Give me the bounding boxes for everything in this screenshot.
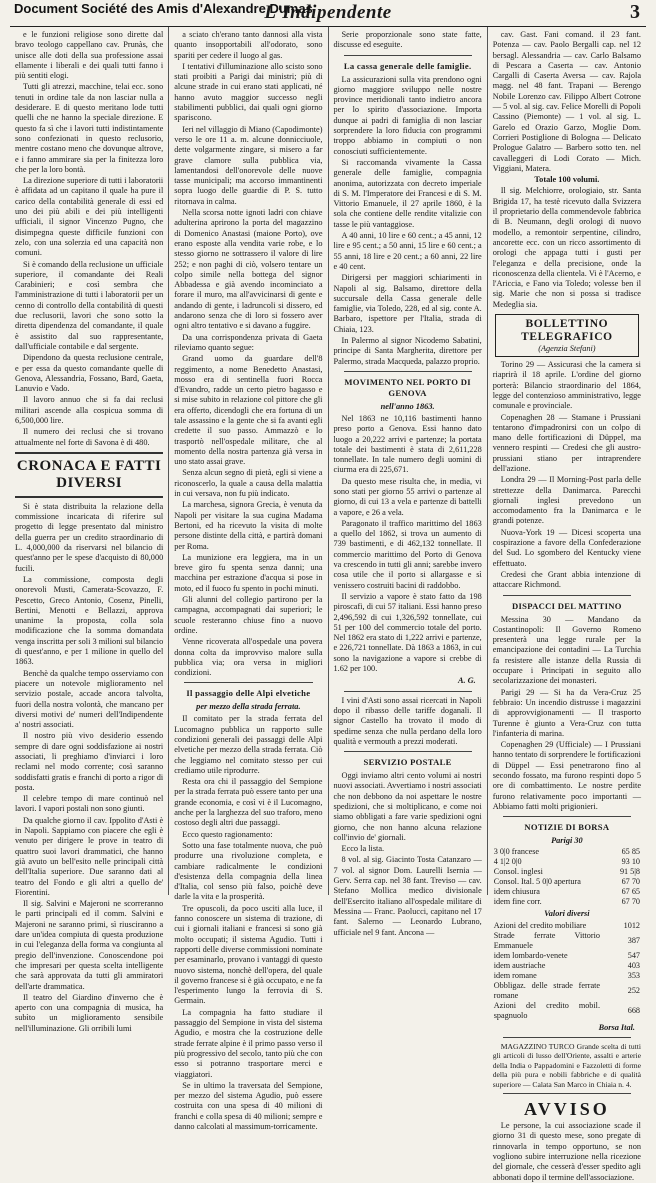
article-paragraph: Dirigersi per maggiori schiarimenti in Napoli al sig. Balsamo, direttore della succursale della Cassa generale delle famiglie, via Toledo, 228, ed al sig. conte A. Barbaro, ispettore per l'Italia, strada di Chiaia, 123.: [333, 273, 482, 334]
article-paragraph: Da una corrispondenza privata di Gaeta rileviamo quanto segue:: [174, 332, 323, 352]
section-heading-cronaca: CRONACA E FATTI DIVERSI: [16, 457, 162, 491]
article-paragraph: La direzione superiore di tutti i laboratorii è affidata ad un capitano il quale ha pure il carico della contabilità generale di essi ed uno dei più abili e dei più intelligenti ufficiali, il signor Vincenzo Pugno, che disimpegna queste difficile funzioni con zelo, con una solerzia ed una capacità non comuni.: [15, 176, 164, 258]
article-paragraph: Nella scorsa notte ignoti ladri con chiave adulterina aprirono la porta del magazzino di Domenico Anastasi (maione Porto), ove erano esposte alla vendita varie robe, e lo stesso giorno ne sottrassero il valore di lire 252; e non paghi di ciò, volsero tentare un colpo simile nella bottega del signor Abbadessa e già avendo incominciato a forare il muro, ma all'avvicinarsi di gente e andando di gente, i ladruncoli si dissero, ed andarono senza che di loro si fossero aver ogni altro tentativo e si davano a fuggire.: [174, 208, 323, 331]
section-heading-borsa: NOTIZIE DI BORSA: [524, 822, 610, 833]
stock-value: 65 85: [621, 847, 640, 857]
article-paragraph: Si raccomanda vivamente la Cassa generale delle famiglie, compagnia anonima, autorizzata con decreto imperiale di S. M. l'Imperatore dei Francesi e di S. M. Vittorio Emanuele, il 27 aprile 1860, è la sola che contiene delle rendite vitalizie con tasse le più vantaggiose.: [333, 157, 482, 229]
article-signature: A. G.: [458, 676, 476, 686]
article-paragraph: Il lavoro annuo che si fa dai reclusi militari ascende alla cospicua somma di 6,500,000 lire.: [15, 395, 164, 425]
valori-heading: Valori diversi: [544, 909, 590, 919]
article-paragraph: Senza alcun segno di pietà, egli si viene a riconoscerlo, la quale a causa della malattia in cui versava, non fu più indicato.: [174, 468, 323, 499]
valori-table: [493, 921, 641, 1021]
dispatch-item: Messina 30 — Mandano da Costantinopoli: Il Governo Romeno presenterà una legge rurale per la emancipazione dei contadini — La Turchia fa resistere alle istanze della Russia di occupare i Principati in seguito allo secolarizzazione dei monasteri.: [492, 614, 641, 686]
table-row: [493, 857, 641, 867]
section-divider: [344, 691, 472, 692]
article-paragraph: I vini d'Asti sono assai ricercati in Napoli dopo il ribasso delle tariffe doganali. Il signor Castello ha trovato il modo di spedirne senza che nulla perdano della loro qualità e vermouth a prezzi moderati.: [333, 695, 482, 746]
total-volumes: Totale 100 volumi.: [534, 175, 600, 185]
section-divider: [184, 682, 312, 683]
article-paragraph: Dipendono da questa reclusione centrale, e per essa da questo comandante quelle di Genova, Alessandria, Fossano, Bard, Gaeta, Lanuvio e Vado.: [15, 353, 164, 394]
article-paragraph: I tentativi d'illuminazione allo scisto sono stati proibiti a Parigi dai ministri; più di alcune strade in cui erano stati applicati, né hanno avuto maggior successo negli stabilimenti pubblici, dai quali ogni giorno spariscono.: [174, 61, 323, 123]
article-paragraph: Nel 1863 ne 10,116 bastimenti hanno preso porto a Genova. Essi hanno dato luogo a 20,222 arrivi e partenze; la portata totale dei bastimenti è stata di 2,611,228 tonnellate. In tale numero degli uomini di ciurma era di 225,671.: [333, 413, 482, 475]
article-paragraph: cav. Gast. Fani comand. il 23 fant. Potenza — cav. Paolo Bergalli cap. nel 12 bersagl. Alessandria — cav. Carlo Balsamo di Pescara a Caserta — cav. Antonio Cargalli di Caserta Aversa — cav. Rajola magg. nel 48 fant. Trapani — Berengo Nobile Lorenzo cav. Filippo Albert Cotrone — 5 vol. al sig. cav. Felice Morelli di Popoli Cassino (Piemonte) — 1 vol. al sig. L. Garelo ed Orazio Garzo, Moglie Dom. Corrieri Postiglione di Bologna — Delicato Prologue Galatro — Barbero sotto ten. nel cavalleggeri di Lodi Corato — Mich. Viggiani, Matera.: [492, 30, 641, 173]
article-paragraph: Il comitato per la strada ferrata del Lucomagno pubblica un rapporto sulle condizioni generali dei passaggi delle Alpi elvetiche per mezzo della strada ferrata. Ciò che leggiamo nel comitato stesso per cui crediamo utile riprodurre.: [174, 714, 323, 775]
section-subheading-telegraph: (Agenzia Stefani): [538, 344, 596, 354]
article-paragraph: Venne ricoverata all'ospedale una povera donna colta da improvviso malore sulla pubblica via; ora versa in migliori condizioni.: [174, 637, 323, 678]
article-paragraph: Serie proporzionale sono state fatte, discusse ed eseguite.: [333, 30, 482, 50]
section-divider: [344, 371, 472, 372]
stock-value: 547: [627, 950, 640, 960]
article-paragraph: Gli alunni del collegio partirono per la campagna, accompagnati dai superiori; le scuole resteranno chiuse fino a nuovo ordine.: [174, 595, 323, 635]
newspaper-title: L'Indipendente: [264, 2, 392, 23]
article-paragraph: Benchè da qualche tempo osserviamo con piacere un notevole miglioramento nel servizio postale, accade ancora talvolta, fuori della nostra volontà, che mancano per diversi motivi de' numeri dell'Indipendente a' nostri associati.: [15, 668, 164, 730]
section-divider: [344, 751, 472, 752]
stock-value: 403: [627, 960, 640, 970]
article-paragraph: Il teatro del Giardino d'inverno che è aperto con una compagnia di musica, ha subìto un miglioramento sensibile nell'illuminazione. Gli orribili lumi: [15, 992, 164, 1033]
stock-value: 67 70: [621, 877, 640, 887]
section-heading-telegraph: BOLLETTINO TELEGRAFICO: [521, 318, 613, 344]
article-paragraph: Da questo mese risulta che, in media, vi sono stati per giorno 55 arrivi o partenze al giorno, di cui 13 a vela e partenze di battelli a vapore, e 26 a vela.: [333, 476, 482, 517]
stock-label: Azioni del credito mobiliare: [493, 920, 587, 930]
article-paragraph: La compagnia ha fatto studiare il passaggio del Sempione in vista del sistema Agudio, e mostra che la costruzione delle strade ferrate alpine è il primo passo verso il più progressivo del secolo, tanto più che con esso si potranno trasportare merci e viaggiatori.: [174, 1007, 323, 1079]
article-paragraph: La commissione, composta degli onorevoli Musti, Camerata-Scovazzo, F. Pescetto, Greco Antonio, Cosenz, Pinelli, Bertini, Menotti e Bellazzi, approva unanime la proposta, colla sola modificazione che la somma domandata venga inscritta per soli 3 milioni sul bilancio di quest'anno, e per 1 milione in quello del 1863.: [15, 574, 164, 667]
article-paragraph: Il nostro più vivo desiderio essendo sempre di dare ogni soddisfazione ai nostri associati, li preghiamo d'inviarci i loro reclami nel modo corrente; così saranno soddisfatti gratis e franchi di porto a rigor di posta.: [15, 731, 164, 792]
telegram-item: Torino 29 — Assicurasi che la camera si riaprirà il 18 aprile. L'ordine del giorno porterà: Bilancio straordinario del 1864, legge del contenzioso amministrativo, legge comunale e provinciale.: [492, 360, 641, 411]
article-paragraph: Tre opuscoli, da poco usciti alla luce, il fanno conoscere un sistema di trazione, di cui i giornali italiani e francesi si sono già molto occupati; il sistema Agudio. Tutti i rapporti delle diverse commissioni nominate per esaminarlo, provano i vantaggi di questo nuovo sistema, nonchè dell'opera, del quale il governo francese si è già occupato, e ne fa l'esperimento lungo la ferrovia di S. Germain.: [174, 903, 323, 1006]
article-paragraph: La marchesa, signora Grecia, è venuta da Napoli per visitare la sua cugina Madama Bertoni, ed ha ricevuto la visita di molte persone distinte della città, e partirà domani per Roma.: [174, 500, 323, 551]
article-paragraph: 8 vol. al sig. Giacinto Tosta Catanzaro — 7 vol. al signor Dom. Laurelli Isernia — Gerv. Serra cap. nel 38 fant. Treviso — cav. Stefano Mollica medico divisionale dell'Esercito italiano all'ospedale militare di Messina — Franc. Paolucci, capitano nel 17 fant. Salerno — Leonardo Lubrano, ufficiale nel 9 fant. Ancona —: [333, 855, 482, 937]
stock-label: Azioni del credito mobil. spagnuolo: [493, 1000, 600, 1020]
stock-label: 3 0|0 francese: [493, 847, 540, 857]
article-paragraph: In Palermo al signor Nicodemo Sabatini, principe di Santa Margherita, direttore per Palermo, strada Macqueda, palazzo proprio.: [333, 336, 482, 366]
article-paragraph: Ecco la lista.: [341, 844, 385, 854]
article-paragraph: Sotto una fase totalmente nuova, che può produrre una rivoluzione completa, e cambiare radicalmente le condizioni d'esistenza della compagnia della linea d'Italia, col senso più falso, poichè deve darle la vita e la prosperità.: [174, 840, 323, 902]
section-divider: [15, 452, 163, 454]
article-paragraph: Ieri nel villaggio di Miano (Capodimonte) verso le ore 11 a. m. alcune donnicciuole, dette volgarmente zingare, si misero a far grave clamore sulla pubblica via, lamentandosi dell'onorevole delle nuove tasse municipali; ma accorso immantinenti sopra luogo delle guardie di P. S. tutto ritornava in calma.: [174, 124, 323, 206]
article-paragraph: e le funzioni religiose sono dirette dal bravo teologo cappellano cav. Prunàs, che unisce alle doti della sua professione assai ellamente i liberali e dei quali tutti fanno i più sentiti elogi.: [15, 30, 164, 81]
stock-label: Consol. Ital. 5 0|0 apertura: [493, 877, 581, 887]
watermark-label: Document Société des Amis d'Alexandre Dumas: [14, 1, 313, 16]
article-paragraph: Il sig. Salvini e Majeroni ne scorreranno le parti principali ed il comm. Salvini e Majeroni ne saranno primi, sì riusciranno a dare un'idea compiuta di questa produzione in cui l'eleganza della forma va congiunta al pregio dell'invenzione. Conoscendone poi che impresari per questa scelta intelligente che sarà approvata da tutti gli ammiratori dell'arte drammatica.: [15, 899, 164, 991]
section-divider: [503, 816, 631, 817]
table-row: [493, 971, 641, 981]
column-4: [488, 27, 646, 1182]
section-heading-genova: MOVIMENTO NEL PORTO DI GENOVA: [344, 376, 471, 398]
table-row: [493, 887, 641, 897]
table-row: [493, 1001, 641, 1021]
article-paragraph: Le persone, la cui associazione scade il giorno 31 di questo mese, sono pregate di rinnovarla in tempo opportuno, se non vogliono subire interruzione nella ricezione del giornale, che cesserà d'esser spedito agli abbonati dopo il termine dell'associazione.: [492, 1121, 641, 1182]
article-paragraph: Il numero dei reclusi che si trovano attualmente nel forte di Savona è di 480.: [15, 427, 164, 447]
article-paragraph: Grand uomo da guardare dell'8 reggimento, a nome Benedetto Anastasi, mosso era di sentinella fuori Rocca d'Evandro, radde un certo pietro bagasso e si mise subito in relazione col pittore che gli era offerto, dicendogli che era fortuna di un tale assassino e la gente che si fa avanti egli credette il suo passo. Ammazzò e lo trasportò nell'ospedale militare, che al momento della nostra partenza già versa in uno stato assai grave.: [174, 354, 323, 467]
stock-label: idem austriache: [493, 960, 546, 970]
telegram-item: Copenaghen 28 — Stamane i Prussiani tentarono d'impadronirsi con un colpo di mano delle fortificazioni di Düppel, ma vennero respinti — Credesi che gli austro-prussiani stiano per intraprendere dell'azione.: [492, 412, 641, 473]
stock-label: Consol. inglesi: [493, 867, 543, 877]
borsa-signature: Borsa Ital.: [598, 1022, 635, 1032]
table-row: [493, 897, 641, 907]
stock-value: 93 10: [621, 857, 640, 867]
stock-label: idem fine corr.: [493, 897, 542, 907]
stock-value: 668: [627, 1005, 640, 1015]
stock-label: idem chiusura: [493, 887, 540, 897]
article-paragraph: Tutti gli atrezzi, macchine, telai ecc. sono tenuti in ordine tale da non lasciar nulla a desiderare. E di questo meritano lode tutti quelli che ne hanno la speciale direzione. E questo fa sì che i lavori tutti indistintamente sono confezionati in questo reclusorio, mentre costano meno che dovunque altrove, e i fanno ammirare sia per la finitezza loro che per la loro bontà.: [15, 82, 164, 174]
section-divider: [15, 496, 163, 498]
stock-value: 1012: [623, 920, 640, 930]
section-divider: [503, 595, 631, 596]
article-paragraph: Il servizio a vapore è stato fatto da 198 piroscafi, di cui 57 italiani. Essi hanno preso 2,496,592 di cui 1,326,592 tonnellate, cui 51 per 100 del commercio totale del porto. Nel 1862 era stato di 1,222 arrivi e partenze, e 226,721 tonnellate. Dà 1863 a 1863, in cui sono la navigazione a vapore si crebbe di 1.62 per 100.: [333, 591, 482, 674]
stock-label: Obbligaz. delle strade ferrate romane: [493, 980, 600, 1000]
article-paragraph: Paragonato il traffico marittimo del 1863 a quello del 1862, si trova un aumento di 739 bastimenti, e di 462,132 tonnellate. Il commercio marittimo del Porto di Genova va crescendo in tutti gli anni; sarebbe invero cosa utile che il porto si allargasse e sì venissero costruiti bacini di raddobbo.: [333, 518, 482, 590]
dispatch-item: Copenaghen 29 (Ufficiale) — I Prussiani hanno tentato di sorprendere le fortificazioni di Düppel — Essi penetrarono fino al secondo fossato, ma furono respinti dopo 5 ore di combattimento. Le nostre perdite furono relativamente poco importanti — Abbiamo fatti molti prigionieri.: [492, 740, 641, 811]
article-paragraph: Resta ora chi il passaggio del Sempione per la strada ferrata può essere tanto per una grande economia, e così vi è il Lucomagno, anche per la larghezza del suo traforo, meno costoso degli altri due passaggi.: [174, 777, 323, 828]
stock-label: 4 1|2 0|0: [493, 857, 522, 867]
stock-label: Strade ferrate Vittorio Emmanuele: [493, 930, 600, 950]
dispatch-item: Parigi 29 — Si ha da Vera-Cruz 25 febbraio: Un incendio distrusse i magazzini di approvvigionamenti — Il trasporto Turenne è giunto a Vera-Cruz con tutta l'infanteria di marina.: [492, 687, 641, 738]
borsa-table: [493, 847, 641, 907]
page-number: 3: [630, 1, 640, 23]
table-row: [493, 921, 641, 931]
article-paragraph: La assicurazioni sulla vita prendono ogni giorno maggiore sviluppo nelle nostre province meridionali tanto indietro ancora per lo spirito d'associazione. Importa dunque ai padri di famiglia di non lasciar sorprendere la loro fiducia con programmi troppo abbiamo in compiuti o non conosciuti sufficientemente.: [333, 74, 482, 156]
stock-value: 91 5|8: [619, 867, 640, 877]
column-2: [169, 27, 328, 1131]
columns: [10, 27, 646, 1182]
section-divider: [503, 1037, 631, 1038]
article-paragraph: La munizione era leggiera, ma in un breve giro fu spenta senza danni; una macchina per estrazione d'acqua si pose in moto, ed il fuoco fu spento in pochi minuti.: [174, 552, 323, 593]
section-heading-postale: SERVIZIO POSTALE: [363, 757, 452, 768]
table-row: [493, 847, 641, 857]
stock-label: idem romane: [493, 970, 537, 980]
telegraph-header-box: [495, 314, 639, 357]
stock-value: 67 70: [621, 897, 640, 907]
article-paragraph: Se in ultimo la traversata del Sempione, per mezzo del sistema Agudio, può essere costruita con una spesa di 40 milioni di franchi e colla spesa di 40 milioni; sempre e danno calcolati al massimum-torricamente.: [174, 1080, 323, 1131]
table-row: [493, 951, 641, 961]
table-row: [493, 867, 641, 877]
article-paragraph: a sciato ch'erano tanto dannosi alla vista quanto insopportabili all'odorato, sono spariti per cedere il luogo al gas.: [174, 30, 323, 60]
stock-value: 67 65: [621, 887, 640, 897]
column-3: [329, 27, 488, 937]
column-1: [10, 27, 169, 1033]
article-paragraph: Il celebre tempo di mare continuò nel lavori. I vapori postali non sono giunti.: [15, 794, 164, 814]
section-heading-avviso: AVVISO: [524, 1099, 610, 1120]
section-subheading-alps: per mezzo della strada ferrata.: [196, 702, 301, 712]
section-subheading-genova: nell'anno 1863.: [380, 401, 435, 411]
borsa-city: Parigi 30: [551, 836, 583, 846]
stock-label: idem lombardo-venete: [493, 950, 568, 960]
article-paragraph: Si è comando della reclusione un ufficiale superiore, il comandante dei Reali Carabinieri; e così sembra che l'amministrazione di tutti i laboratorii per un cenno di controllo della contabilità di questi due reclusorii, lavori che sono sotto la diretta dipendenza del comandante, il quale è assistito dal suo rappresentante, dall'ufficiale contabile e dal sergente.: [15, 259, 164, 351]
table-row: [493, 931, 641, 951]
section-heading-cassa: La cassa generale delle famiglie.: [343, 60, 472, 71]
article-paragraph: A 40 anni, 10 lire e 60 cent.; a 45 anni, 12 lire e 95 cent.; a 50 anni, 15 lire e 60 cent.; a 55 anni, 18 lire e 20 cent.; a 60 anni, 22 lire e 40 cent.: [333, 231, 482, 271]
stock-value: 353: [627, 970, 640, 980]
telegram-item: Credesi che Grant abbia intenzione di attaccare Richmond.: [492, 569, 641, 590]
section-heading-dispacci: DISPACCI DEL MATTINO: [511, 600, 622, 611]
table-row: [493, 981, 641, 1001]
article-paragraph: Oggi inviamo altri cento volumi ai nostri nuovi associati. Avvertiamo i nostri associati che non debbono da noi aspettare le nostre spedizioni, che si moltiplicano, e come noi siamo obbligati a fare varie spedizioni ogni giorno, che non hanno alcuna relazione coll'invio de' giornali.: [333, 771, 482, 842]
section-divider: [503, 1093, 631, 1094]
stock-value: 252: [627, 985, 640, 995]
advertisement-note: MAGAZZINO TURCO Grande scelta di tutti gli articoli di lusso dell'Oriente, assalti e arterie della India o Pappadomini e Fazzoletti di forme della più pura e nobili fabbriche e di qualità superiore — Calata San Marco in Chiaia n. 4.: [492, 1042, 641, 1089]
article-paragraph: Da qualche giorno il cav. Ippolito d'Asti è in Napoli. Sappiamo con piacere che egli è venuto per dirigere le prove in teatro di quattro suoi lavori drammatici, che hanno già avuto un bell'esito nelle principali città dell'Italia superiore. Due saranno dati al teatro del Fondo e gli altri a quello de' Fiorentini.: [15, 815, 164, 897]
table-row: [493, 877, 641, 887]
section-heading-alps: Il passaggio delle Alpi elvetiche: [186, 688, 311, 699]
article-paragraph: Ecco questo ragionamento:: [182, 829, 273, 839]
stock-value: 387: [627, 935, 640, 945]
article-paragraph: Si è stata distribuita la relazione della commissione incaricata di riferire sul progetto di legge presentato dal ministro della guerra per un credito straordinario di L. 4,000,000 da riservarsi nel bilancio di quest'anno per le spese d'acquisto di 80,000 fucili.: [15, 501, 164, 573]
table-row: [493, 961, 641, 971]
article-paragraph: Il sig. Melchiorre, orologiaio, str. Santa Brigida 17, ha testè ricevuto dalla Svizzera il proprietario della commendevole fabbrica di B. Neumann, degli orologi di nuovo modello, a remontoir serpentine, cilindro, ancorette ecc. con un ricco assortimento di orologi che appaga tutti i gusti per l'eleganza e della precisione, onde la riconoscenza della clientela. Vi è l'Acerno, e l'Ariccia, e Fano via Toledo; volesse ben il sig. Marie che non si possa si tradisce Medeglia sia.: [492, 186, 641, 309]
section-divider: [344, 55, 472, 56]
telegram-item: Londra 29 — Il Morning-Post parla delle strettezze della Danimarca. Parecchi giornali inglesi prevedono un accomodamento fra la Danimarca e le grandi potenze.: [492, 475, 641, 526]
telegram-item: Nuova-York 19 — Dicesi scoperta una cospirazione a favore della Confederazione del Sud. Lo sgombero del Kentucky viene effettuato.: [492, 527, 641, 568]
